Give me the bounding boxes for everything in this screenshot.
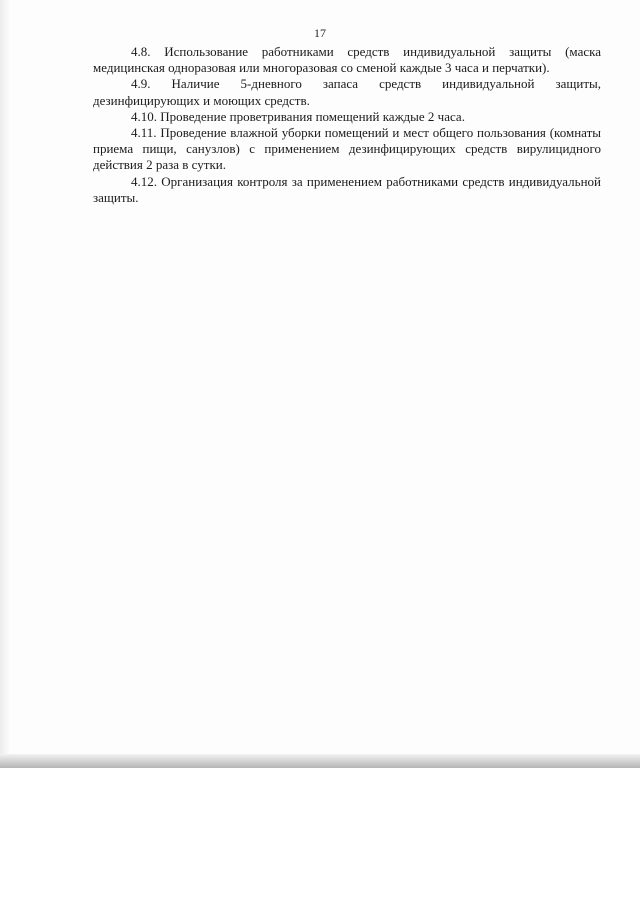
scan-bottom-edge xyxy=(0,754,640,768)
document-body xyxy=(93,44,601,206)
paragraph-4-10: 4.10. Проведение проветривания помещений каждые 2 часа. xyxy=(131,108,465,124)
paragraph-4-11: 4.11. Проведение влажной уборки помещений и мест общего пользования (комнаты приема пищи, санузлов) с применением дезинфицирующих средств вирулицидного действия 2 раза в сутки. xyxy=(93,125,601,173)
paragraph-4-9: 4.9. Наличие 5-дневного запаса средств индивидуальной защиты, дезинфицирующих и моющих средств. xyxy=(93,76,601,108)
paragraph-4-12: 4.12. Организация контроля за применением работниками средств индивидуальной защиты. xyxy=(93,173,601,205)
paragraph-4-8: 4.8. Использование работниками средств индивидуальной защиты (маска медицинская одноразовая или многоразовая со сменой каждые 3 часа и перчатки). xyxy=(93,44,601,76)
page-number: 17 xyxy=(314,26,326,40)
scan-edge-shadow xyxy=(0,0,10,768)
